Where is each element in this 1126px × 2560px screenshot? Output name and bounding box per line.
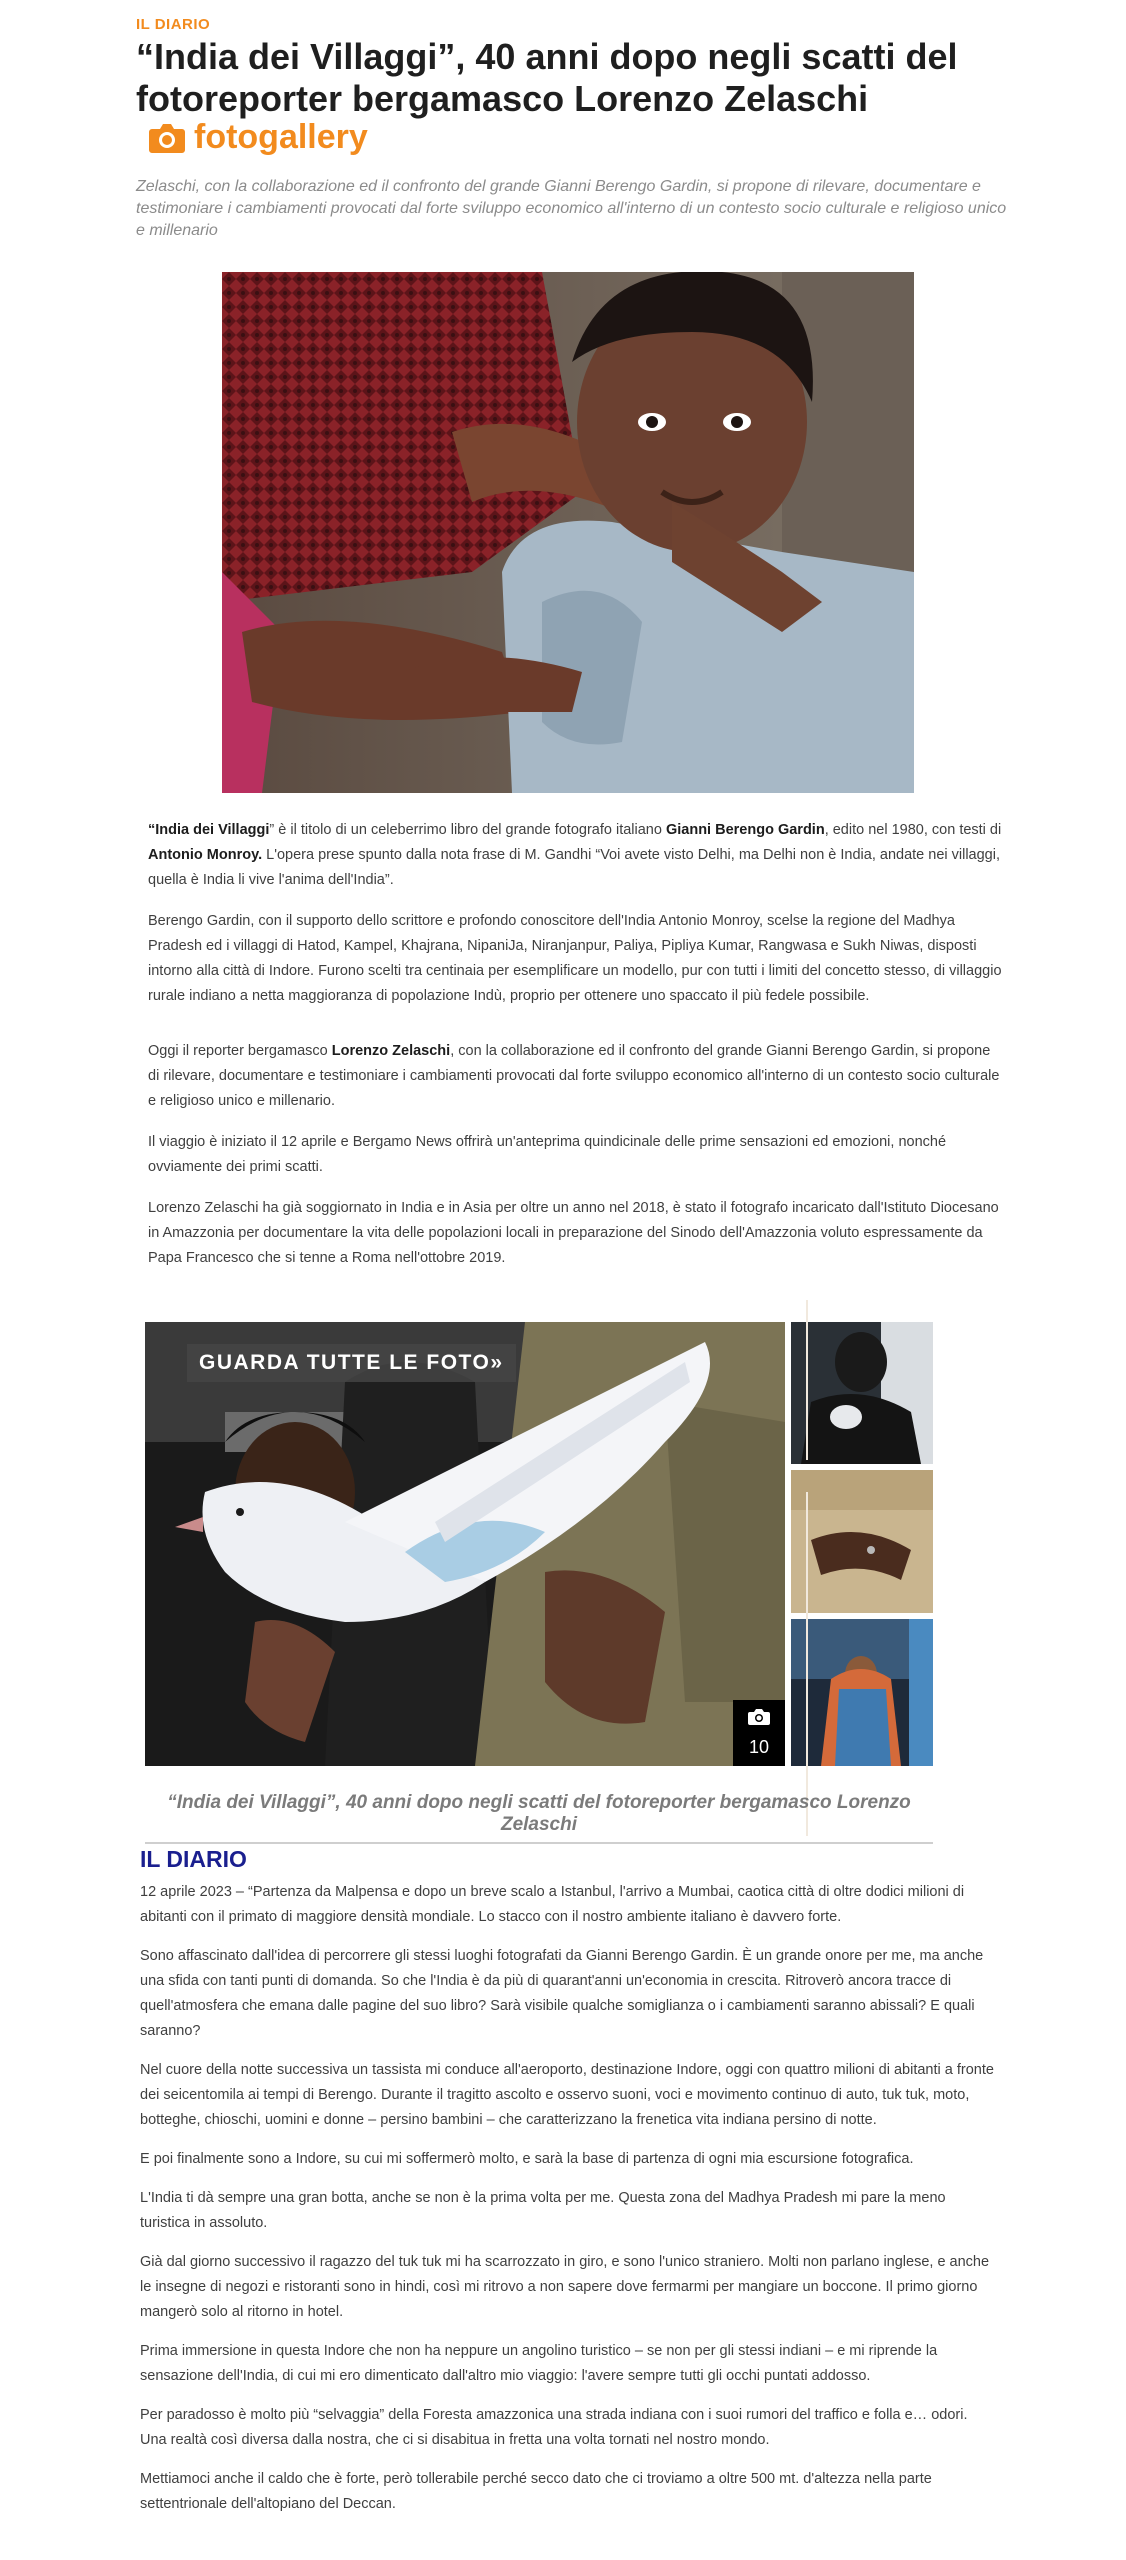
intro-paragraph-3 <box>148 1039 1004 1114</box>
fotogallery-link[interactable] <box>148 118 368 157</box>
intro-paragraph-1 <box>148 818 1004 893</box>
book-title: “India dei Villaggi <box>148 822 270 838</box>
photo-gallery[interactable] <box>145 1322 957 1766</box>
text-span: L'opera prese spunto dalla nota frase di M. Gandhi “Voi avete visto Delhi, ma Delhi non è India, andate nei villaggi, quella è India li vive l'anima dell'India”. <box>148 847 1000 888</box>
text-span: Oggi il reporter bergamasco <box>148 1043 332 1059</box>
photo-count-badge <box>733 1700 785 1766</box>
article-title: “India dei Villaggi”, 40 anni dopo negli scatti del fotoreporter bergamasco Lorenzo Zelaschi <box>136 36 958 119</box>
double-chevron-right-icon: » <box>490 1351 504 1374</box>
diary-paragraph: E poi finalmente sono a Indore, su cui mi soffermerò molto, e sarà la base di partenza di ogni mia escursione fotografica. <box>140 2151 914 2167</box>
diary-section-title: IL DIARIO <box>140 1846 247 1872</box>
gallery-thumbnail[interactable] <box>791 1619 933 1766</box>
article-summary: Zelaschi, con la collaborazione ed il confronto del grande Gianni Berengo Gardin, si propone di rilevare, documentare e testimoniare i cambiamenti provocati dal forte sviluppo economico all'interno di un contesto socio culturale e religioso unico e millenario <box>136 178 1007 239</box>
diary-paragraph: Sono affascinato dall'idea di percorrere gli stessi luoghi fotografati da Gianni Berengo Gardin. È un grande onore per me, ma anche una sfida con tanti punti di domanda. So che l'India è da più di quarant'anni un'economia in crescita. Ritroverò ancora tracce di quell'atmosfera che emana dalle pagine del suo libro? Sarà visibile qualche somiglianza o i cambiamenti saranno abissali? E quali saranno? <box>140 1948 984 2039</box>
camera-icon <box>748 1708 770 1731</box>
diary-paragraph: Già dal giorno successivo il ragazzo del tuk tuk mi ha scarrozzato in giro, e sono l'unico straniero. Molti non parlano inglese, e anche le insegne di negozi e ristoranti sono in hindi, così mi ritrovo a non sapere dove fermarmi per mangiare un boccone. Il primo giorno mangerò solo al ritorno in hotel. <box>140 2254 990 2320</box>
text-span: ” è il titolo di un celeberrimo libro del grande fotografo italiano <box>269 822 666 838</box>
fotogallery-label: fotogallery <box>194 118 368 156</box>
text-span: , con la collaborazione ed il confronto del grande Gianni Berengo Gardin, si propone di rilevare, documentare e testimoniare i cambiamenti provocati dal forte sviluppo economico all'interno di un contesto socio culturale e religioso unico e millenario. <box>148 1043 1000 1109</box>
gallery-main-photo[interactable] <box>145 1322 785 1766</box>
diary-body <box>140 1880 996 2531</box>
intro-paragraph-2: Berengo Gardin, con il supporto dello scrittore e profondo conoscitore dell'India Antonio Monroy, scelse la regione del Madhya Pradesh ed i villaggi di Hatod, Kampel, Khajrana, NipaniJa, Niranjanpur, Paliya, Pipliya Kumar, Rangwasa e Sukh Niwas, disposti intorno alla città di Indore. Furono scelti tra centinaia per esemplificare un modello, pur con tutti i limiti del concetto stesso, di villaggio rurale indiano a netta maggioranza di popolazione Indù, proprio per ottenere uno spaccato il più fedele possibile. <box>148 913 1002 1004</box>
hero-photo[interactable] <box>222 272 914 793</box>
diary-paragraph: Prima immersione in questa Indore che non ha neppure un angolino turistico – se non per gli stessi indiani – e mi riprende la sensazione dell'India, di cui mi ero dimenticato dall'altro mio viaggio: l'avere sempre tutti gli occhi puntati addosso. <box>140 2343 938 2384</box>
text-span: , edito nel 1980, con testi di <box>824 822 1002 838</box>
gallery-thumbnail[interactable] <box>791 1322 933 1464</box>
reporter-name: Lorenzo Zelaschi <box>331 1043 451 1059</box>
author-name: Antonio Monroy. <box>148 847 263 863</box>
gallery-caption[interactable]: “India dei Villaggi”, 40 anni dopo negli scatti del fotoreporter bergamasco Lorenzo Zelaschi <box>145 1792 933 1844</box>
camera-icon <box>148 122 186 154</box>
view-all-photos-label: GUARDA TUTTE LE FOTO <box>199 1351 491 1374</box>
gallery-divider <box>806 1492 808 1836</box>
diary-paragraph: Nel cuore della notte successiva un tassista mi conduce all'aeroporto, destinazione Indore, oggi con quattro milioni di abitanti a fronte dei seicentomila ai tempi di Berengo. Durante il tragitto ascolto e osservo suoni, voci e movimento continuo di auto, tuk tuk, moto, botteghe, chioschi, uomini e donne – persino bambini – che caratterizzano la frenetica vita indiana persino di notte. <box>140 2062 994 2128</box>
diary-paragraph: 12 aprile 2023 – “Partenza da Malpensa e dopo un breve scalo a Istanbul, l'arrivo a Mumbai, caotica città di oltre dodici milioni di abitanti con il primato di maggiore densità mondiale. Lo stacco con il nostro ambiente italiano è davvero forte. <box>140 1884 965 1925</box>
article-body-intro <box>148 818 1004 1287</box>
article-kicker[interactable]: IL DIARIO <box>136 16 211 33</box>
diary-paragraph: Per paradosso è molto più “selvaggia” della Foresta amazzonica una strada indiana con i suoi rumori del traffico e folla e… odori. Una realtà così diversa dalla nostra, che ci si disabitua in fretta una volta tornati nel nostro mondo. <box>140 2407 968 2448</box>
photographer-name: Gianni Berengo Gardin <box>665 822 825 838</box>
diary-paragraph: L'India ti dà sempre una gran botta, anche se non è la prima volta per me. Questa zona del Madhya Pradesh mi pare la meno turistica in assoluto. <box>140 2190 946 2231</box>
diary-paragraph: Mettiamoci anche il caldo che è forte, però tollerabile perché secco dato che ci troviamo a oltre 500 mt. d'altezza nella parte settentrionale dell'altopiano del Deccan. <box>140 2471 932 2512</box>
gallery-divider <box>806 1300 808 1460</box>
gallery-thumbnail[interactable] <box>791 1470 933 1613</box>
view-all-photos-button[interactable] <box>187 1344 516 1382</box>
intro-paragraph-5: Lorenzo Zelaschi ha già soggiornato in India e in Asia per oltre un anno nel 2018, è stato il fotografo incaricato dall'Istituto Diocesano in Amazzonia per documentare la vita delle popolazioni locali in preparazione del Sinodo dell'Amazzonia voluto espressamente da Papa Francesco che si tenne a Roma nell'ottobre 2019. <box>148 1200 999 1266</box>
photo-count: 10 <box>748 1737 770 1757</box>
intro-paragraph-4: Il viaggio è iniziato il 12 aprile e Bergamo News offrirà un'anteprima quindicinale delle prime sensazioni ed emozioni, nonché ovviamente dei primi scatti. <box>148 1134 947 1175</box>
